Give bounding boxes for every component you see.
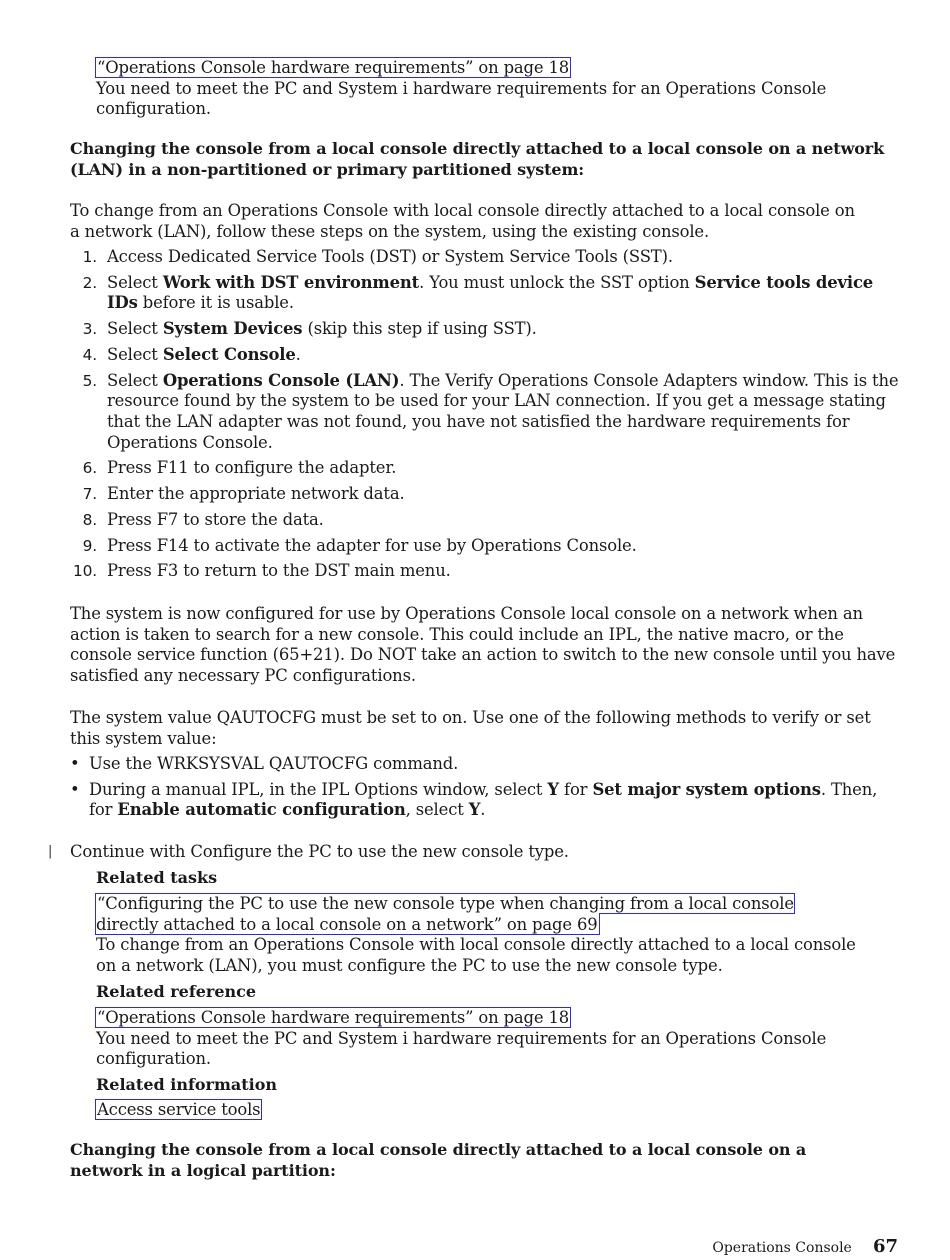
steps-list bbox=[70, 247, 900, 582]
related-reference-label: Related reference bbox=[96, 982, 257, 1001]
bullet-list bbox=[70, 754, 900, 821]
step-emphasis: Work with DST environment bbox=[162, 272, 420, 292]
bullet-item bbox=[70, 780, 900, 821]
section-heading-lan-non-partitioned: Changing the console from a local console directly attached to a local console on a network (LAN) in a non-partitioned or primary partitioned system: bbox=[70, 139, 885, 179]
qautocfg-paragraph: The system value QAUTOCFG must be set to on. Use one of the following methods to verify or set this system value: bbox=[70, 708, 871, 748]
related-reference-block bbox=[96, 1008, 856, 1070]
step-text: Select bbox=[107, 319, 163, 339]
access-service-tools-link[interactable]: Access service tools bbox=[97, 1100, 261, 1119]
step-text: Press F7 to store the data. bbox=[107, 509, 324, 529]
bullet-text: Use the WRKSYSVAL QAUTOCFG command. bbox=[89, 754, 459, 773]
step-item bbox=[70, 484, 900, 505]
step-number: 10. bbox=[72, 562, 97, 581]
bullet-dot-icon: • bbox=[70, 754, 80, 773]
step-text: Access Dedicated Service Tools (DST) or System Service Tools (SST). bbox=[107, 247, 673, 266]
step-text: Press F14 to activate the adapter for use by Operations Console. bbox=[107, 535, 637, 555]
step-item bbox=[70, 319, 900, 340]
step-text: . bbox=[295, 344, 301, 364]
related-information-block bbox=[96, 1100, 261, 1121]
step-number: 4. bbox=[82, 345, 97, 364]
configure-pc-desc: To change from an Operations Console with local console directly attached to a local console on a network (LAN), you must configure the PC to use the new console type. bbox=[96, 935, 856, 975]
reference-hardware-desc: You need to meet the PC and System i hardware requirements for an Operations Console configuration. bbox=[96, 1028, 827, 1069]
related-information-label: Related information bbox=[96, 1075, 278, 1094]
bullet-emphasis: Enable automatic configuration bbox=[117, 800, 406, 820]
steps-list-container bbox=[70, 247, 900, 587]
step-number: 6. bbox=[82, 459, 97, 478]
related-tasks-block bbox=[96, 894, 866, 976]
step-number: 3. bbox=[82, 320, 97, 339]
step-item bbox=[70, 273, 900, 314]
step-number: 9. bbox=[82, 536, 97, 555]
step-text: . You must unlock the SST option bbox=[419, 272, 695, 292]
step-item bbox=[70, 458, 900, 479]
step-item bbox=[70, 371, 900, 453]
hardware-requirements-link[interactable]: “Operations Console hardware requirements” on page 18 bbox=[97, 58, 570, 77]
step-item bbox=[70, 510, 900, 531]
page-footer bbox=[712, 1236, 898, 1257]
bullet-text: for bbox=[558, 779, 593, 799]
change-bar: | bbox=[48, 844, 53, 859]
step-number: 7. bbox=[82, 485, 97, 504]
step-item bbox=[70, 561, 900, 582]
step-number: 5. bbox=[82, 371, 97, 390]
step-text: (skip this step if using SST). bbox=[302, 319, 537, 339]
step-text: before it is usable. bbox=[137, 293, 294, 313]
step-number: 8. bbox=[82, 510, 97, 529]
step-text: Press F11 to configure the adapter. bbox=[107, 458, 397, 478]
footer-title: Operations Console bbox=[712, 1240, 852, 1256]
step-text: Select bbox=[107, 370, 163, 390]
step-text: Select bbox=[107, 272, 163, 292]
step-emphasis: Service tools device IDs bbox=[107, 272, 874, 313]
step-item bbox=[70, 247, 900, 268]
step-item bbox=[70, 345, 900, 366]
configure-pc-link[interactable]: “Configuring the PC to use the new console type when changing from a local console directly attached to a local console on a network” on page 69 bbox=[96, 894, 794, 934]
step-emphasis: System Devices bbox=[162, 319, 303, 339]
section-intro: To change from an Operations Console with local console directly attached to a local console on a network (LAN), follow these steps on the system, using the existing console. bbox=[70, 201, 855, 241]
step-text: Select bbox=[107, 344, 163, 364]
section-heading-logical-partition: Changing the console from a local console directly attached to a local console on a network in a logical partition: bbox=[70, 1140, 807, 1180]
configured-paragraph: The system is now configured for use by Operations Console local console on a network when an action is taken to search for a new console. This could include an IPL, the native macro, or the console service function (65+21). Do NOT take an action to switch to the new console until you have satisfied any necessary PC configurations. bbox=[70, 604, 896, 685]
bullet-emphasis: Y bbox=[547, 779, 559, 799]
related-tasks-label: Related tasks bbox=[96, 868, 218, 887]
step-text: Press F3 to return to the DST main menu. bbox=[107, 561, 451, 581]
bullet-text: , select bbox=[405, 800, 469, 820]
hardware-requirements-desc: You need to meet the PC and System i hardware requirements for an Operations Console configuration. bbox=[96, 78, 827, 119]
step-emphasis: Select Console bbox=[162, 344, 296, 364]
step-number: 2. bbox=[82, 273, 97, 292]
bullet-text: . Then, for bbox=[89, 779, 878, 820]
step-number: 1. bbox=[82, 248, 97, 266]
step-emphasis: Operations Console (LAN) bbox=[162, 370, 400, 390]
step-text: Enter the appropriate network data. bbox=[107, 484, 405, 504]
reference-hardware-link[interactable]: “Operations Console hardware requirements” on page 18 bbox=[97, 1008, 570, 1027]
bullet-list-container bbox=[70, 754, 900, 826]
top-reference bbox=[96, 58, 886, 120]
bullet-text: . bbox=[480, 800, 486, 820]
bullet-item bbox=[70, 754, 900, 775]
page-number: 67 bbox=[872, 1236, 898, 1257]
bullet-text: During a manual IPL, in the IPL Options window, select bbox=[89, 779, 548, 799]
bullet-emphasis: Y bbox=[468, 800, 481, 820]
step-text: . The Verify Operations Console Adapters window. This is the resource found by the system to be used for your LAN connection. If you get a message stating that the LAN adapter was not found, you have not satisfied the hardware requirements for Operations Console. bbox=[107, 370, 899, 452]
bullet-dot-icon: • bbox=[70, 779, 80, 799]
step-item bbox=[70, 536, 900, 557]
continue-text: Continue with Configure the PC to use the new console type. bbox=[70, 842, 569, 861]
bullet-emphasis: Set major system options bbox=[592, 779, 821, 799]
